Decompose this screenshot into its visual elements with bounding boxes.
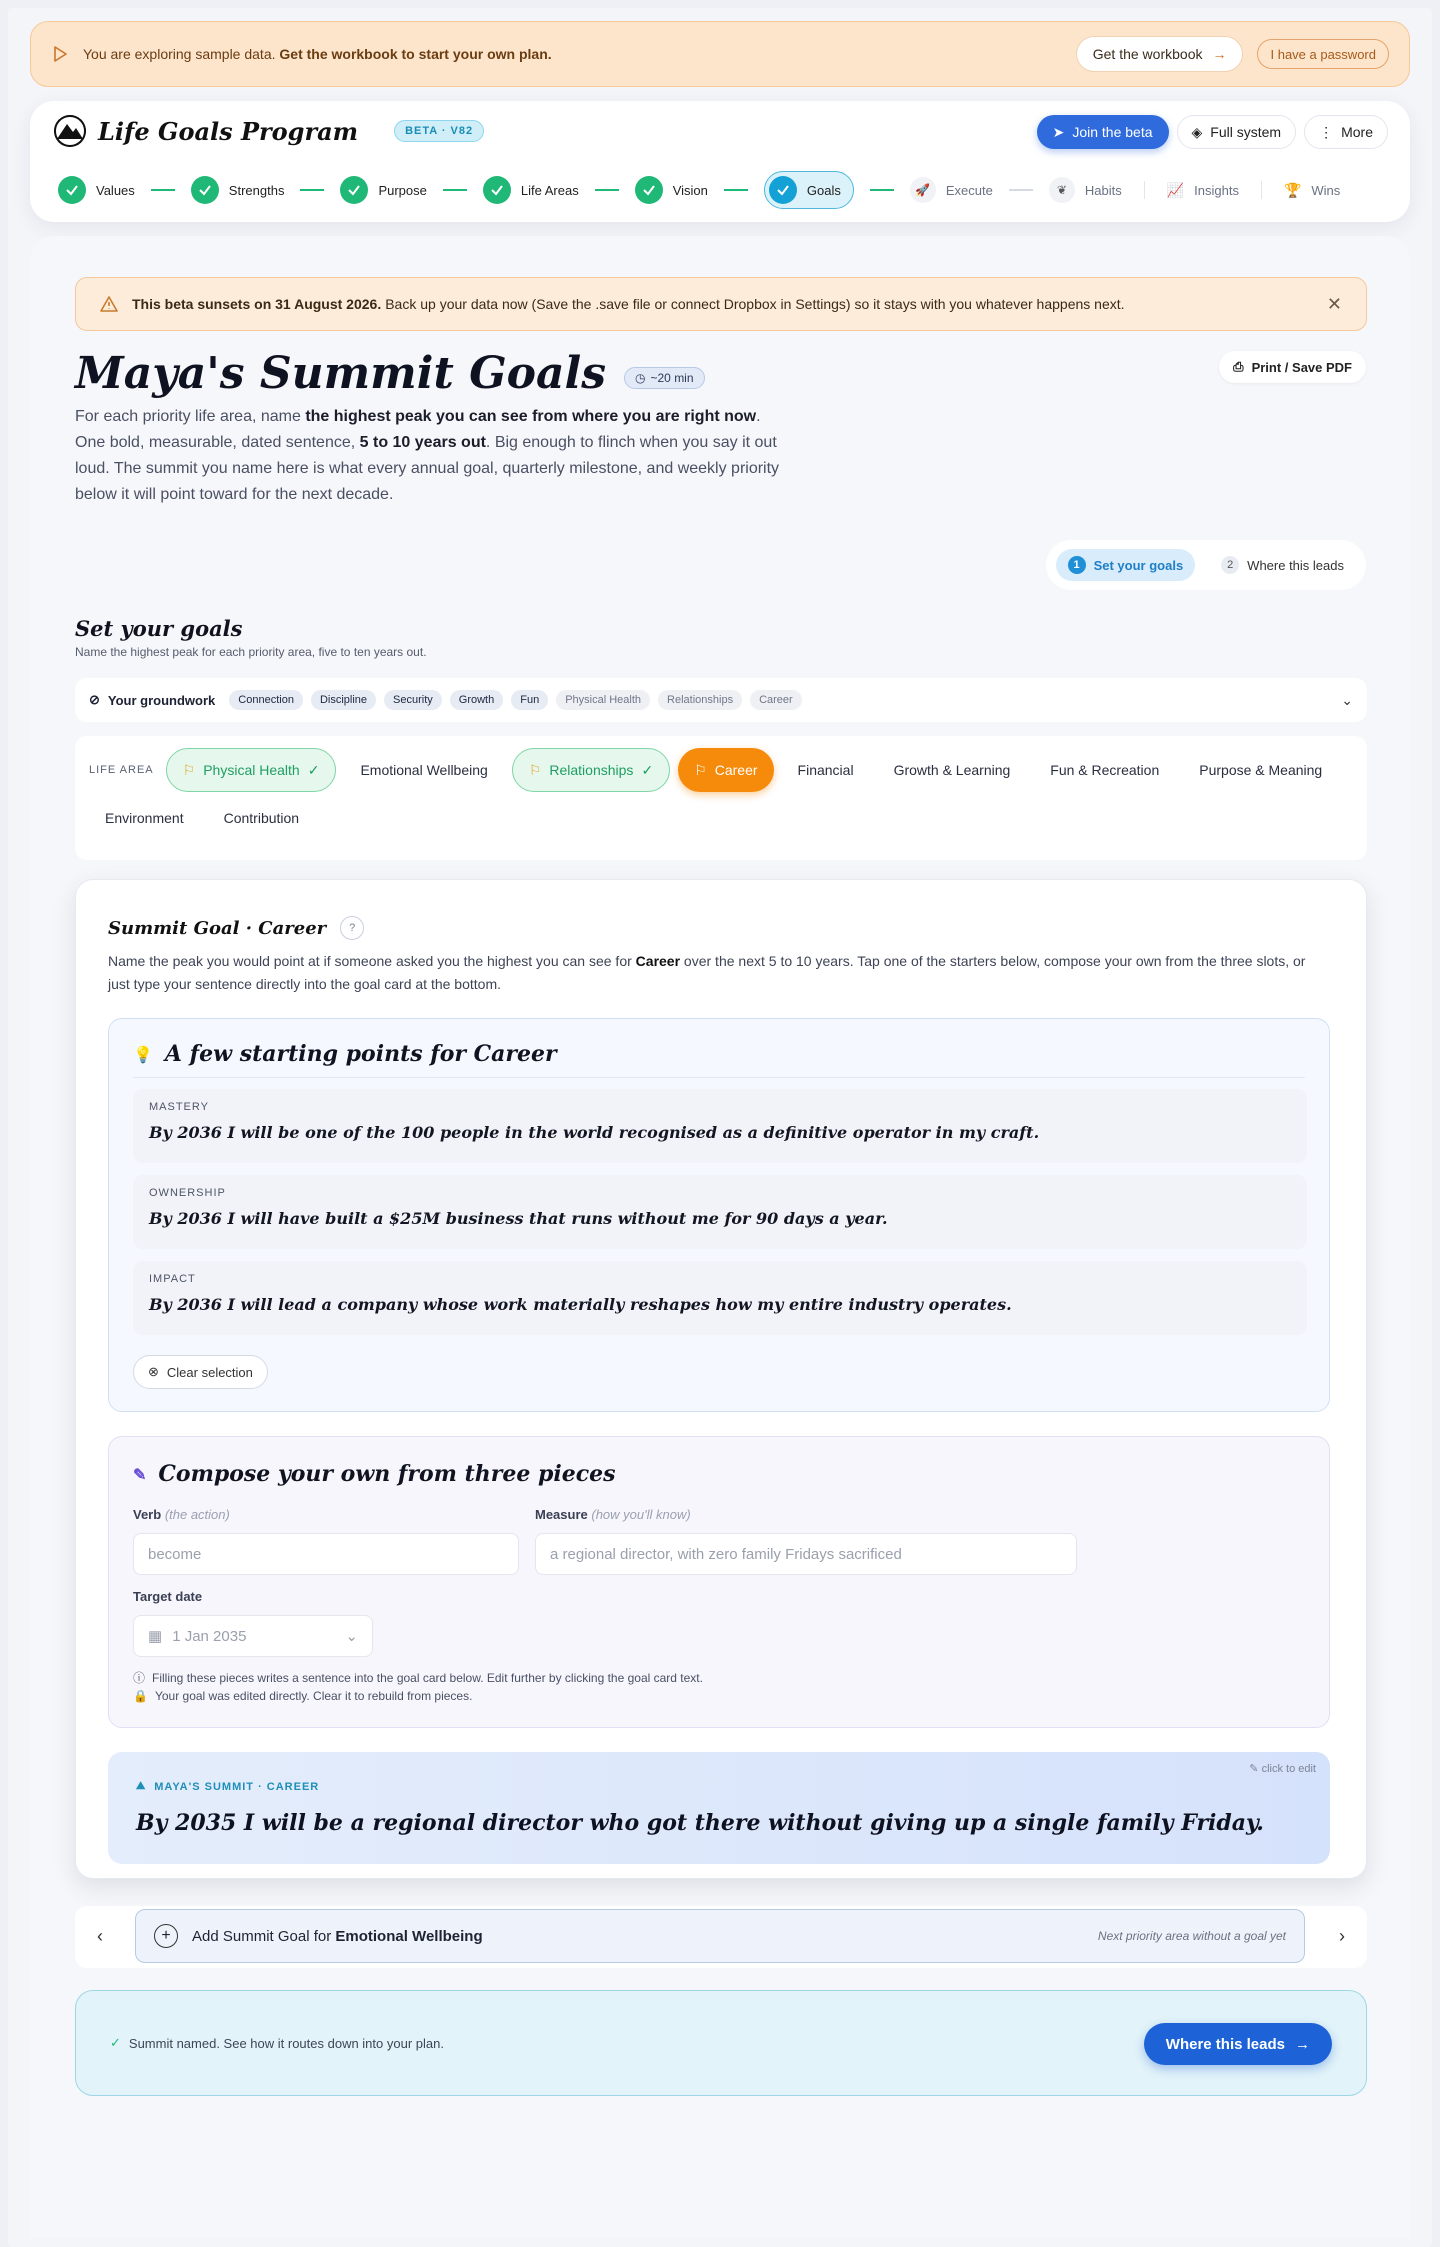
page-intro: For each priority life area, name the highest peak you can see from where you are right now. One bold, measurable, dated sentence, 5 to 10 years out. Big enough to flinch when you say it out loud. The summit you name here is what every annual goal, quarterly milestone, and weekly priority below it will point toward for the next decade. [75,408,780,503]
area-chip: Physical Health [556,690,650,710]
page-title: Maya's Summit Goals [75,348,607,399]
send-icon: ➤ [1052,123,1065,140]
clock-icon: ◷ [635,370,646,385]
step-execute[interactable] [910,171,993,209]
section-subheading: Name the highest peak for each priority area, five to ten years out. [75,645,427,659]
step-values[interactable] [58,171,135,209]
chevron-down-icon[interactable]: ⌄ [1341,691,1353,708]
join-beta-button[interactable] [1037,115,1169,149]
area-relationships[interactable]: ⚐ Relationships ✓ [512,748,670,792]
check-circle-icon: ✓ [110,2035,121,2050]
strength-chip: Fun [511,690,548,710]
next-area-hint: Next priority area without a goal yet [1097,1929,1286,1943]
step-connector [724,189,748,191]
check-icon [340,176,368,204]
life-area-label: LIFE AREA [89,764,154,776]
step-label: Strengths [228,182,285,198]
brand[interactable] [54,115,484,147]
step-label: Habits [1084,182,1122,198]
starter-category: IMPACT [149,1273,196,1285]
arrow-right-icon: → [1212,46,1227,62]
print-save-pdf-button[interactable] [1219,351,1366,383]
get-workbook-button[interactable] [1076,36,1244,72]
mode-label: Set your goals [1093,557,1184,573]
step-label: Goals [806,182,841,198]
starter-category: OWNERSHIP [149,1187,226,1199]
area-fun-recreation[interactable]: Fun & Recreation [1050,762,1160,778]
step-vision[interactable] [635,171,708,209]
starters-title: 💡 A few starting points for Career [133,1041,557,1067]
groundwork-bar[interactable] [75,678,1367,722]
pencil-icon: ✎ [1249,1763,1259,1775]
clear-selection-label: Clear selection [166,1364,253,1380]
clear-circle-icon: ⊗ [148,1364,159,1379]
time-estimate-badge [624,367,705,389]
step-purpose[interactable] [340,171,426,209]
sample-banner-text: You are exploring sample data. Get the workbook to start your own plan. [83,46,552,62]
mode-where-this-leads[interactable] [1209,549,1356,581]
full-system-button[interactable] [1177,115,1297,149]
strength-chip: Connection [229,690,303,710]
sunset-bold-text: This beta sunsets on 31 August 2026. [132,296,382,312]
target-date-label: Target date [133,1589,203,1604]
click-to-edit-hint: ✎ click to edit [1249,1763,1316,1775]
info-icon: ⓘ [133,1671,146,1685]
sample-data-banner [30,21,1410,87]
print-label: Print / Save PDF [1251,359,1352,375]
life-area-selector [75,736,1367,860]
join-beta-label: Join the beta [1072,124,1153,140]
step-label: Wins [1311,182,1341,198]
step-separator [1261,181,1262,199]
where-this-leads-button[interactable]: Where this leads → [1144,2023,1332,2065]
chart-icon: 📈 [1166,181,1185,198]
area-financial[interactable]: Financial [797,762,854,778]
summit-description: Name the peak you would point at if someone asked you the highest you can see for Career over the next 5 to 10 years. Tap one of the starters below, compose your own from the three slots, or just type your sentence directly into the goal card at the bottom. [108,953,1306,992]
flag-icon: ⚐ [528,761,542,778]
starting-points-panel [108,1018,1330,1412]
mode-number: 2 [1221,556,1239,574]
summit-goal-card [75,879,1367,1879]
have-password-button[interactable]: I have a password [1257,39,1389,69]
divider [133,1077,1305,1078]
check-icon [191,176,219,204]
area-chip: Career [750,690,802,710]
goal-card[interactable] [108,1752,1330,1864]
close-icon[interactable]: ✕ [1326,293,1342,314]
target-date-picker[interactable]: ▦ 1 Jan 2035 ⌄ [133,1615,373,1657]
starter-option-mastery[interactable] [133,1089,1307,1163]
step-label: Insights [1194,182,1239,198]
chevron-left-icon[interactable]: ‹ [97,1925,103,1946]
clear-selection-button[interactable] [133,1355,268,1389]
app-name: Life Goals Program [98,116,359,146]
step-life-areas[interactable] [483,171,579,209]
compose-note: ⓘ Filling these pieces writes a sentence into the goal card below. Edit further by clicking the goal card text. [133,1670,703,1685]
help-icon[interactable]: ? [340,916,364,940]
check-icon [635,176,663,204]
step-insights[interactable] [1167,171,1239,209]
area-chip: Relationships [658,690,742,710]
starter-category: MASTERY [149,1101,209,1113]
play-icon [51,45,69,63]
verb-label: Verb (the action) [133,1507,230,1522]
area-emotional-wellbeing[interactable]: Emotional Wellbeing [360,762,488,778]
step-connector [870,189,894,191]
step-separator [1144,181,1145,199]
step-wins[interactable] [1284,171,1340,209]
step-connector [1009,189,1033,191]
lightbulb-icon: 💡 [133,1044,153,1064]
warning-icon [100,295,118,313]
flag-icon: ⚐ [182,761,196,778]
main-panel [30,236,1410,2239]
next-area-text: Add Summit Goal for Emotional Wellbeing [192,1927,483,1945]
step-goals[interactable] [764,171,854,209]
area-contribution[interactable]: Contribution [223,810,300,826]
mode-toggle [1046,540,1366,590]
area-career[interactable]: ⚐ Career [678,748,773,792]
step-connector [151,189,175,191]
area-environment[interactable]: Environment [105,810,184,826]
summit-title: Summit Goal · Career ? [108,916,364,940]
measure-label: Measure (how you'll know) [535,1507,691,1522]
verb-input[interactable]: become [133,1533,519,1575]
step-label: Vision [672,182,708,198]
printer-icon: ⎙ [1233,359,1244,374]
area-purpose-meaning[interactable]: Purpose & Meaning [1199,762,1323,778]
mountain-icon: ⛰ [136,1780,147,1792]
groundwork-label: ⊘ Your groundwork [89,692,216,708]
step-connector [300,189,324,191]
step-label: Values [96,182,135,198]
starter-option-ownership[interactable] [133,1175,1307,1249]
app-header [30,101,1410,222]
progress-stepper [58,171,1340,209]
check-icon [58,176,86,204]
compass-icon: ⊘ [89,692,100,707]
step-label: Purpose [378,182,427,198]
step-label: Execute [945,182,993,198]
lock-icon: 🔒 [133,1689,148,1703]
check-circle-icon: ✓ [307,761,320,778]
step-habits[interactable] [1049,171,1122,209]
flag-icon: ⚐ [694,761,707,778]
summit-complete-message: ✓ Summit named. See how it routes down into your plan. [110,2035,444,2051]
check-icon [483,176,511,204]
starter-option-impact[interactable] [133,1261,1307,1335]
rocket-icon: 🚀 [910,177,936,203]
step-connector [443,189,467,191]
dots-vertical-icon: ⋮ [1319,123,1334,140]
edited-note: 🔒 Your goal was edited directly. Clear it to rebuild from pieces. [133,1689,473,1703]
starter-text: By 2036 I will be one of the 100 people in the world recognised as a definitive operator in my craft. [149,1123,1040,1142]
mode-label: Where this leads [1247,557,1344,573]
strength-chip: Discipline [311,690,376,710]
mode-set-goals[interactable] [1056,549,1196,581]
set-goals-header [75,616,427,659]
layers-icon: ◈ [1191,123,1203,140]
sprout-icon: ❦ [1049,177,1075,203]
arrow-right-icon: → [1295,2035,1310,2053]
strength-chip: Growth [450,690,503,710]
step-connector [595,189,619,191]
beta-version-badge: BETA · V82 [394,120,484,142]
measure-input[interactable]: a regional director, with zero family Fridays sacrificed [535,1533,1077,1575]
sunset-text: Back up your data now (Save the .save file or connect Dropbox in Settings) so it stays with you whatever happens next. [385,296,1125,312]
time-estimate-label: ~20 min [650,370,694,385]
goal-sentence[interactable]: By 2035 I will be a regional director who got there without giving up a single family Friday. [136,1810,1264,1836]
more-menu-button[interactable] [1304,115,1388,149]
more-label: More [1341,124,1373,140]
area-physical-health[interactable]: ⚐ Physical Health ✓ [166,748,337,792]
starter-text: By 2036 I will lead a company whose work materially reshapes how my entire industry operates. [149,1295,1012,1314]
summit-complete-panel [75,1990,1367,2096]
step-label: Life Areas [520,182,579,198]
add-next-summit-button[interactable] [135,1909,1305,1963]
check-circle-icon: ✓ [641,761,654,778]
check-icon [769,176,797,204]
section-heading: Set your goals [75,616,243,641]
next-area-row [75,1906,1367,1968]
mode-number: 1 [1068,556,1086,574]
page-title-row [75,348,705,399]
area-growth-learning[interactable]: Growth & Learning [893,762,1011,778]
starter-text: By 2036 I will have built a $25M business that runs without me for 90 days a year. [149,1209,888,1228]
compose-title: ✎ Compose your own from three pieces [133,1461,616,1487]
chevron-down-icon: ⌄ [345,1628,358,1645]
step-strengths[interactable] [191,171,285,209]
beta-sunset-notice [75,277,1367,331]
strength-chip: Security [384,690,442,710]
pencil-icon: ✎ [133,1464,147,1484]
calendar-icon: ▦ [148,1628,163,1645]
mountain-logo-icon [54,115,86,147]
trophy-icon: 🏆 [1283,181,1302,198]
full-system-label: Full system [1210,124,1282,140]
compose-panel [108,1436,1330,1728]
get-workbook-label: Get the workbook [1092,46,1203,62]
goal-card-tag: ⛰ MAYA'S SUMMIT · CAREER [136,1780,320,1793]
plus-icon: + [154,1924,178,1948]
chevron-right-icon[interactable]: › [1339,1925,1345,1946]
